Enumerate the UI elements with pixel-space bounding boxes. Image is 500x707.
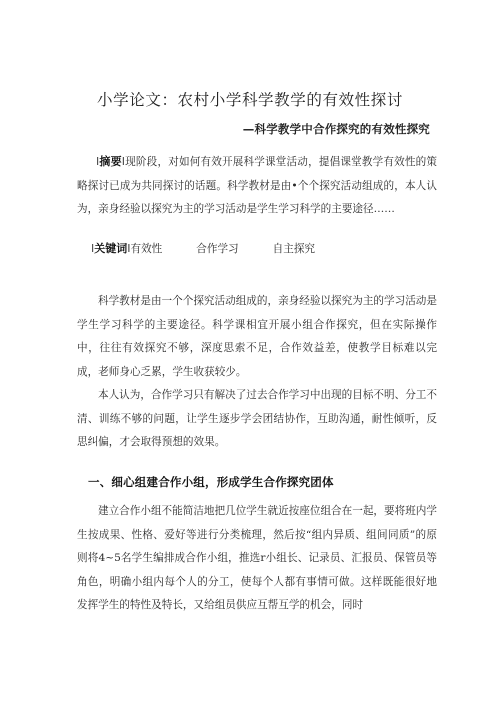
body-paragraph-1: 科学教材是由一个个探究活动组成的，亲身经验以探究为主的学习活动是学生学习科学的主要途径。科学课相宜开展小组合作探究，但在实际操作中，往往有效探究不够，深度思索不足，合作效益差，使教学目标难以完成，老师身心乏累，学生收获较少。 [77,295,437,378]
document-title: 小学论文：农村小学科学教学的有效性探讨 [97,91,403,109]
abstract-text: 现阶段，对如何有效开展科学课堂活动，提倡课堂教学有效性的策略探讨已成为共同探讨的话题。科学教材是由•个个探究活动组成的，本人认为，亲身经验以探究为主的学习活动是学生学习科学的主要途径…… [77,156,438,215]
keywords-label-text: 关键词 [94,242,128,255]
abstract-label-text: 摘要 [99,155,122,168]
section-heading: 一、细心组建合作小组，形成学生合作探究团体 [88,475,334,489]
section-paragraph: 建立合作小组不能简洁地把几位学生就近按座位组合在一起，要将班内学生按成果、性格、爱好等进行分类梳理，然后按“组内异质、组间同质”的原则将4~5名学生编排成合作小组，推选r小组长、记录员、汇报员、保管员等角色，明确小组内每个人的分工，使每个人都有事情可做。这样既能很好地发挥学生的特性及特长，又给组员供应互帮互学的机会，同时 [77,505,437,611]
keywords-bracket-right: I [127,242,131,255]
body-paragraph-2: 本人认为，合作学习只有解决了过去合作学习中出现的目标不明、分工不清、训练不够的问题，让学生逐步学会团结协作，互助沟通，耐性倾听，反思纠偏，才会取得预想的效果。 [77,389,437,448]
abstract-bracket-left: I [96,155,100,168]
keyword-item: 自主探究 [272,243,316,255]
keywords-line [91,240,315,256]
abstract-paragraph [77,150,437,222]
keywords-bracket-left: I [91,242,95,255]
keyword-item: 合作学习 [196,243,239,255]
abstract-bracket-right: I [121,155,125,168]
keyword-item: 有效性 [130,243,163,255]
abstract-label [96,155,125,168]
keywords-label [91,242,131,255]
document-subtitle: —科学教学中合作探究的有效性探究 [242,122,430,136]
